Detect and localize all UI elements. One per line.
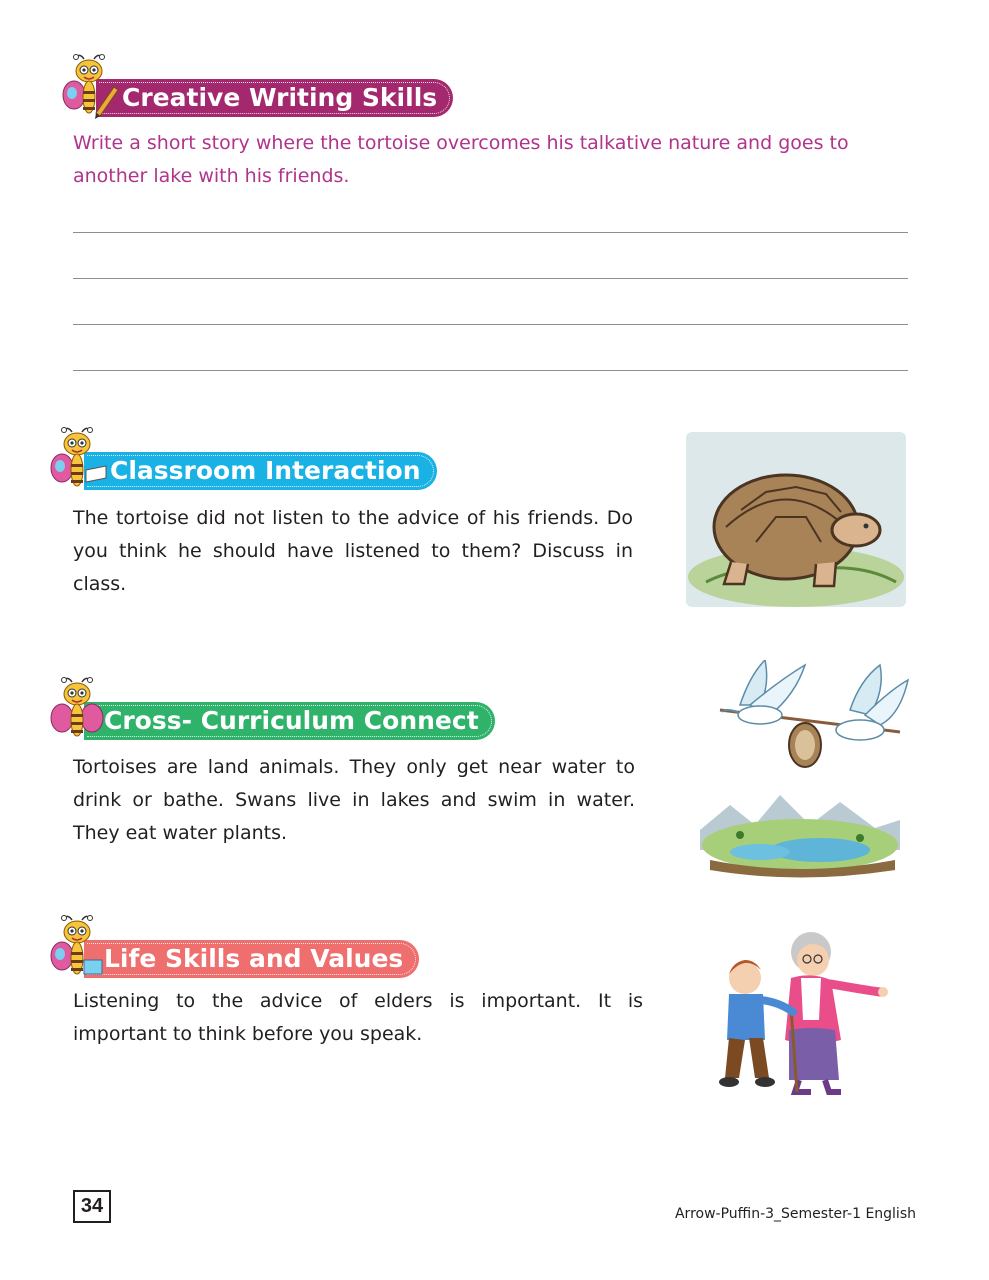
boy-helping-grandmother-illustration <box>715 930 895 1100</box>
book-title-footer: Arrow-Puffin-3_Semester-1 English <box>674 1206 916 1222</box>
classroom-interaction-header <box>50 448 440 494</box>
writing-line-4[interactable] <box>73 370 908 371</box>
cross-curriculum-header <box>50 698 490 744</box>
classroom-interaction-text: The tortoise did not listen to the advice of his friends. Do you think he should have listened to them? Discuss in class. <box>73 507 633 595</box>
writing-line-3[interactable] <box>73 324 908 325</box>
creative-writing-header <box>62 75 442 121</box>
life-skills-text: Listening to the advice of elders is important. It is important to think before you speak. <box>73 990 643 1045</box>
butterfly-mascot-icon <box>50 426 110 496</box>
writing-line-1[interactable] <box>73 232 908 233</box>
writing-line-2[interactable] <box>73 278 908 279</box>
classroom-interaction-title: Classroom Interaction <box>84 452 437 490</box>
life-skills-header <box>50 936 410 982</box>
butterfly-mascot-icon <box>50 914 110 984</box>
life-skills-title: Life Skills and Values <box>84 940 419 978</box>
butterfly-mascot-icon <box>62 53 122 123</box>
swans-carrying-tortoise-illustration <box>710 660 910 780</box>
tortoise-illustration <box>686 432 906 607</box>
cross-curriculum-title: Cross- Curriculum Connect <box>84 702 495 740</box>
butterfly-mascot-icon <box>50 676 110 746</box>
lake-landscape-illustration <box>700 790 900 880</box>
creative-writing-title: Creative Writing Skills <box>96 79 453 117</box>
creative-writing-prompt: Write a short story where the tortoise overcomes his talkative nature and goes to another lake with his friends. <box>73 132 849 187</box>
cross-curriculum-text: Tortoises are land animals. They only get near water to drink or bathe. Swans live in lakes and swim in water. They eat water plants. <box>73 756 635 844</box>
page-number: 34 <box>73 1190 111 1223</box>
